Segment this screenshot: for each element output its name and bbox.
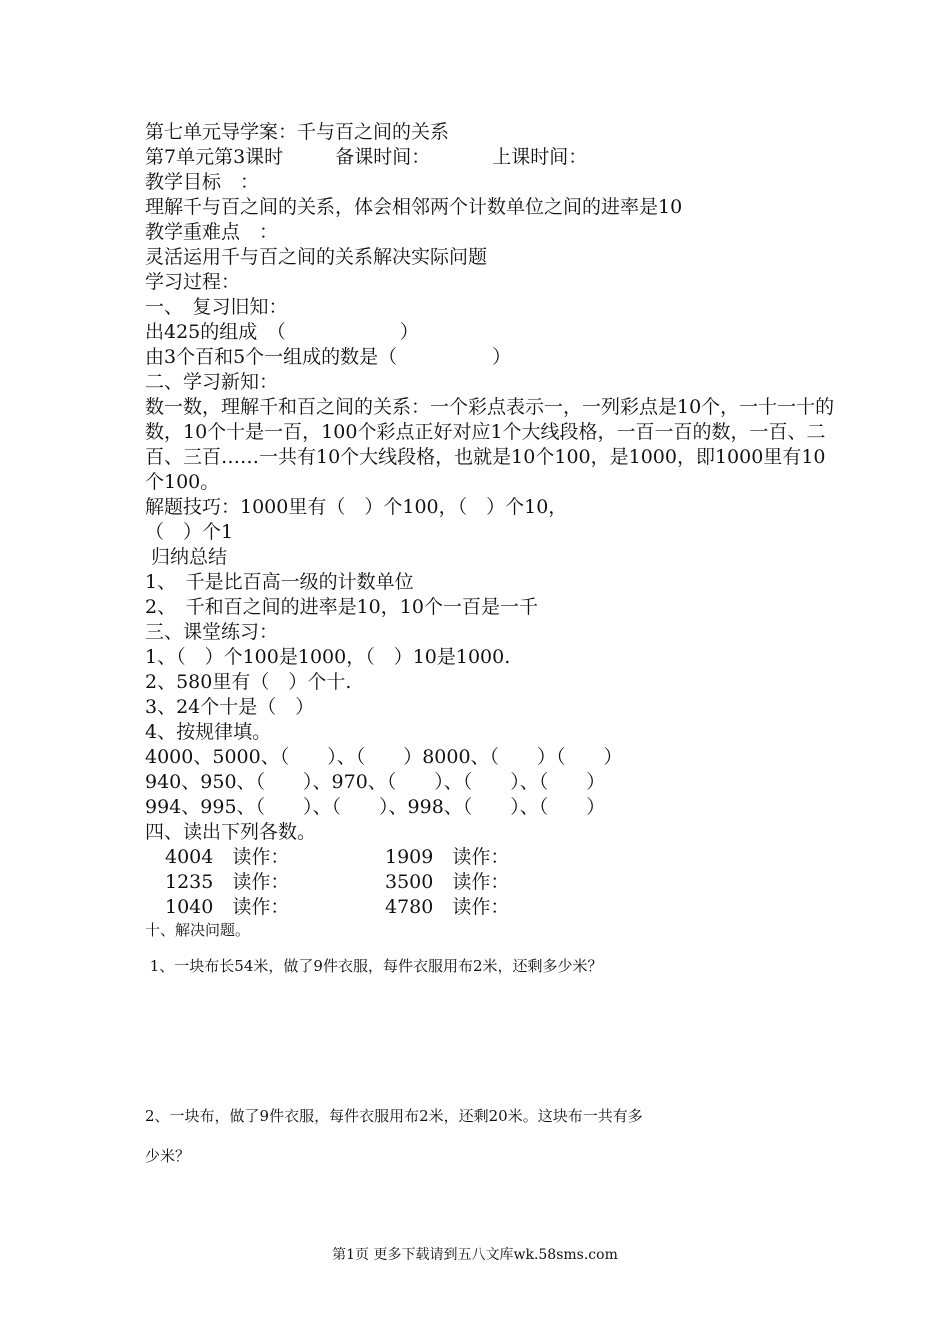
tip-line-1: 解题技巧：1000里有（ ）个100，（ ）个10， — [145, 496, 568, 518]
review-question-2: 由3个百和5个一组成的数是（ ） — [145, 346, 512, 368]
reading-item: 4004 读作： — [165, 846, 290, 868]
reading-item: 1909 读作： — [385, 846, 510, 868]
practice-item-1: 1、（ ）个100是1000，（ ）10是1000. — [145, 646, 511, 668]
tip-line-2: （ ）个1 — [145, 521, 234, 543]
practice-heading: 三、课堂练习： — [145, 621, 279, 643]
review-heading: 一、 复习旧知： — [145, 296, 288, 318]
practice-item-2: 2、580里有（ ）个十. — [145, 671, 352, 693]
objective-text: 理解千与百之间的关系，体会相邻两个计数单位之间的进率是10 — [145, 196, 683, 218]
lesson-number: 第7单元第3课时 — [145, 146, 284, 168]
summary-heading: 归纳总结 — [145, 546, 228, 568]
newknow-heading: 二、学习新知： — [145, 371, 279, 393]
reading-item: 4780 读作： — [385, 896, 510, 918]
keypoint-label: 教学重难点 ： — [145, 221, 279, 243]
prep-time: 备课时间： — [335, 146, 431, 168]
objective-label: 教学目标 ： — [145, 171, 260, 193]
reading-heading: 四、读出下列各数。 — [145, 821, 317, 843]
summary-item-2: 2、 千和百之间的进率是10，10个一百是一千 — [145, 596, 538, 618]
reading-row — [145, 845, 835, 870]
summary-item-1: 1、 千是比百高一级的计数单位 — [145, 571, 414, 593]
problem-1: 1、一块布长54米，做了9件衣服，每件衣服用布2米，还剩多少米？ — [145, 957, 603, 975]
reading-item: 1235 读作： — [165, 871, 290, 893]
problem-2-line-2: 少米？ — [145, 1147, 191, 1165]
reading-row — [145, 895, 835, 920]
problems-heading: 十、解决问题。 — [145, 921, 251, 939]
reading-item: 3500 读作： — [385, 871, 510, 893]
document-title: 第七单元导学案：千与百之间的关系 — [145, 121, 450, 143]
page-footer: 第1页 更多下载请到五八文库wk.58sms.com — [332, 1247, 618, 1263]
review-question-1: 出425的组成 （ ） — [145, 321, 419, 343]
problem-2-line-1: 2、一块布，做了9件衣服，每件衣服用布2米，还剩20米。这块布一共有多 — [145, 1107, 643, 1125]
class-time: 上课时间： — [492, 146, 588, 168]
practice-item-3: 3、24个十是（ ） — [145, 696, 315, 718]
lesson-meta — [145, 145, 835, 170]
practice-item-4: 4、按规律填。 — [145, 721, 272, 743]
process-label: 学习过程： — [145, 271, 241, 293]
reading-item: 1040 读作： — [165, 896, 290, 918]
document-body — [145, 120, 835, 1176]
reading-row — [145, 870, 835, 895]
sequence-row-3: 994、995、（ ）、（ ）、998、（ ）、（ ） — [145, 796, 606, 818]
sequence-row-1: 4000、5000、（ ）、（ ）8000、（ ）（ ） — [145, 746, 623, 768]
sequence-row-2: 940、950、（ ）、970、（ ）、（ ）、（ ） — [145, 771, 606, 793]
keypoint-text: 灵活运用千与百之间的关系解决实际问题 — [145, 246, 488, 268]
newknow-paragraph: 数一数，理解千和百之间的关系：一个彩点表示一，一列彩点是10个，一十一十的数，10个十是一百，100个彩点正好对应1个大线段格，一百一百的数，一百、二百、三百……一共有10个大线段格，也就是10个100，是1000，即1000里有10个100。 — [145, 396, 835, 493]
